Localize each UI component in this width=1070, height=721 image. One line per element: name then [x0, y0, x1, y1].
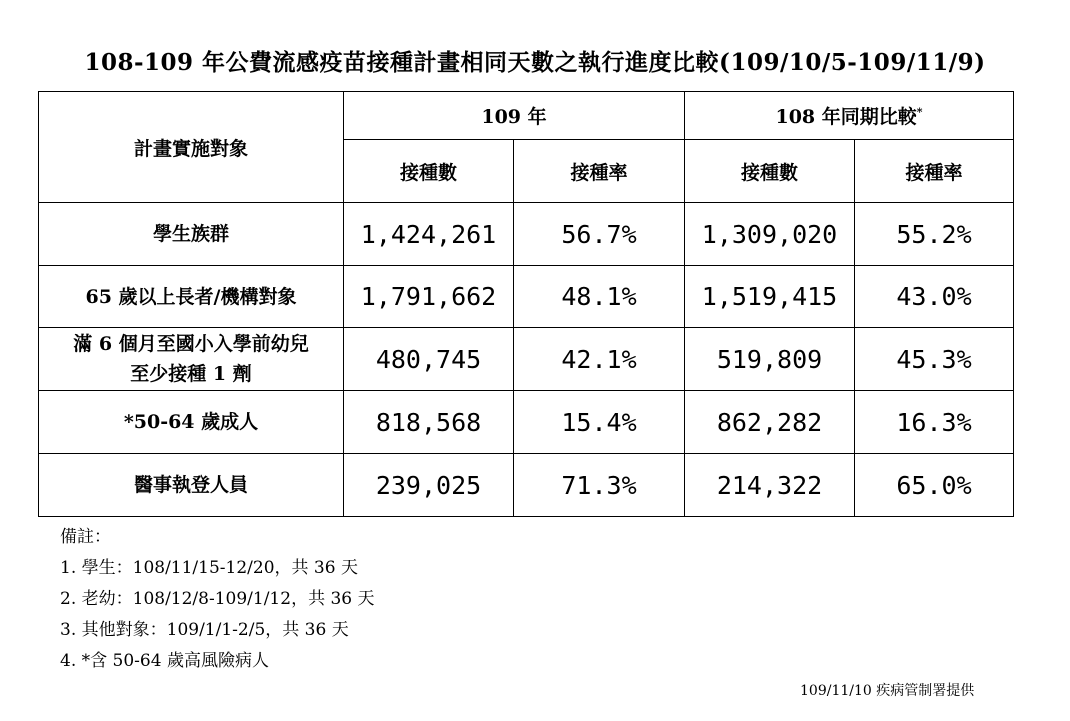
rate-109: 15.4%: [514, 391, 685, 454]
target-header: 計畫實施對象: [39, 92, 344, 203]
count-109: 480,745: [344, 328, 514, 391]
count-109: 818,568: [344, 391, 514, 454]
row-label-line2: 至少接種 1 劑: [130, 363, 252, 385]
note-item: 1. 學生：108/11/15-12/20，共 36 天: [60, 558, 358, 578]
table-row: [39, 203, 1014, 266]
col-rate-109: 接種率: [514, 140, 685, 203]
count-108: 1,519,415: [685, 266, 855, 328]
count-108: 214,322: [685, 454, 855, 517]
row-label: [39, 328, 344, 391]
col-count-108: 接種數: [685, 140, 855, 203]
row-label-line1: *50-64 歲成人: [123, 411, 259, 433]
group-108-header: [685, 92, 1014, 140]
progress-comparison-table: [38, 91, 1014, 517]
count-109: 1,424,261: [344, 203, 514, 266]
notes-section: [60, 522, 375, 677]
rate-109: 56.7%: [514, 203, 685, 266]
rate-108: 43.0%: [855, 266, 1014, 328]
group-108-label: 108 年同期比較: [775, 106, 917, 128]
table-row: [39, 266, 1014, 328]
note-item: 3. 其他對象：109/1/1-2/5，共 36 天: [60, 620, 349, 640]
notes-heading: 備註：: [60, 527, 111, 547]
col-count-109: 接種數: [344, 140, 514, 203]
count-109: 239,025: [344, 454, 514, 517]
rate-109: 71.3%: [514, 454, 685, 517]
row-label-line1: 學生族群: [152, 223, 229, 245]
col-rate-108: 接種率: [855, 140, 1014, 203]
rate-108: 16.3%: [855, 391, 1014, 454]
source-footer: 109/11/10 疾病管制署提供: [800, 683, 975, 699]
table-row: [39, 391, 1014, 454]
row-label-line1: 65 歲以上長者/機構對象: [85, 285, 297, 308]
page-title: 108-109 年公費流感疫苗接種計畫相同天數之執行進度比較(109/10/5-109/11/9): [84, 49, 986, 76]
table-row: [39, 328, 1014, 391]
note-item: 4. *含 50-64 歲高風險病人: [60, 651, 269, 671]
row-label: [39, 391, 344, 454]
rate-108: 45.3%: [855, 328, 1014, 391]
group-109-header: 109 年: [344, 92, 685, 140]
rate-109: 42.1%: [514, 328, 685, 391]
rate-108: 55.2%: [855, 203, 1014, 266]
rate-108: 65.0%: [855, 454, 1014, 517]
row-label: [39, 454, 344, 517]
count-108: 519,809: [685, 328, 855, 391]
rate-109: 48.1%: [514, 266, 685, 328]
count-108: 1,309,020: [685, 203, 855, 266]
group-108-footnote-mark: *: [916, 105, 923, 119]
note-item: 2. 老幼：108/12/8-109/1/12，共 36 天: [60, 589, 375, 609]
row-label: [39, 203, 344, 266]
row-label-line1: 滿 6 個月至國小入學前幼兒: [73, 333, 309, 355]
row-label-line1: 醫事執登人員: [133, 474, 248, 496]
count-109: 1,791,662: [344, 266, 514, 328]
count-108: 862,282: [685, 391, 855, 454]
row-label: [39, 266, 344, 328]
table-row: [39, 454, 1014, 517]
